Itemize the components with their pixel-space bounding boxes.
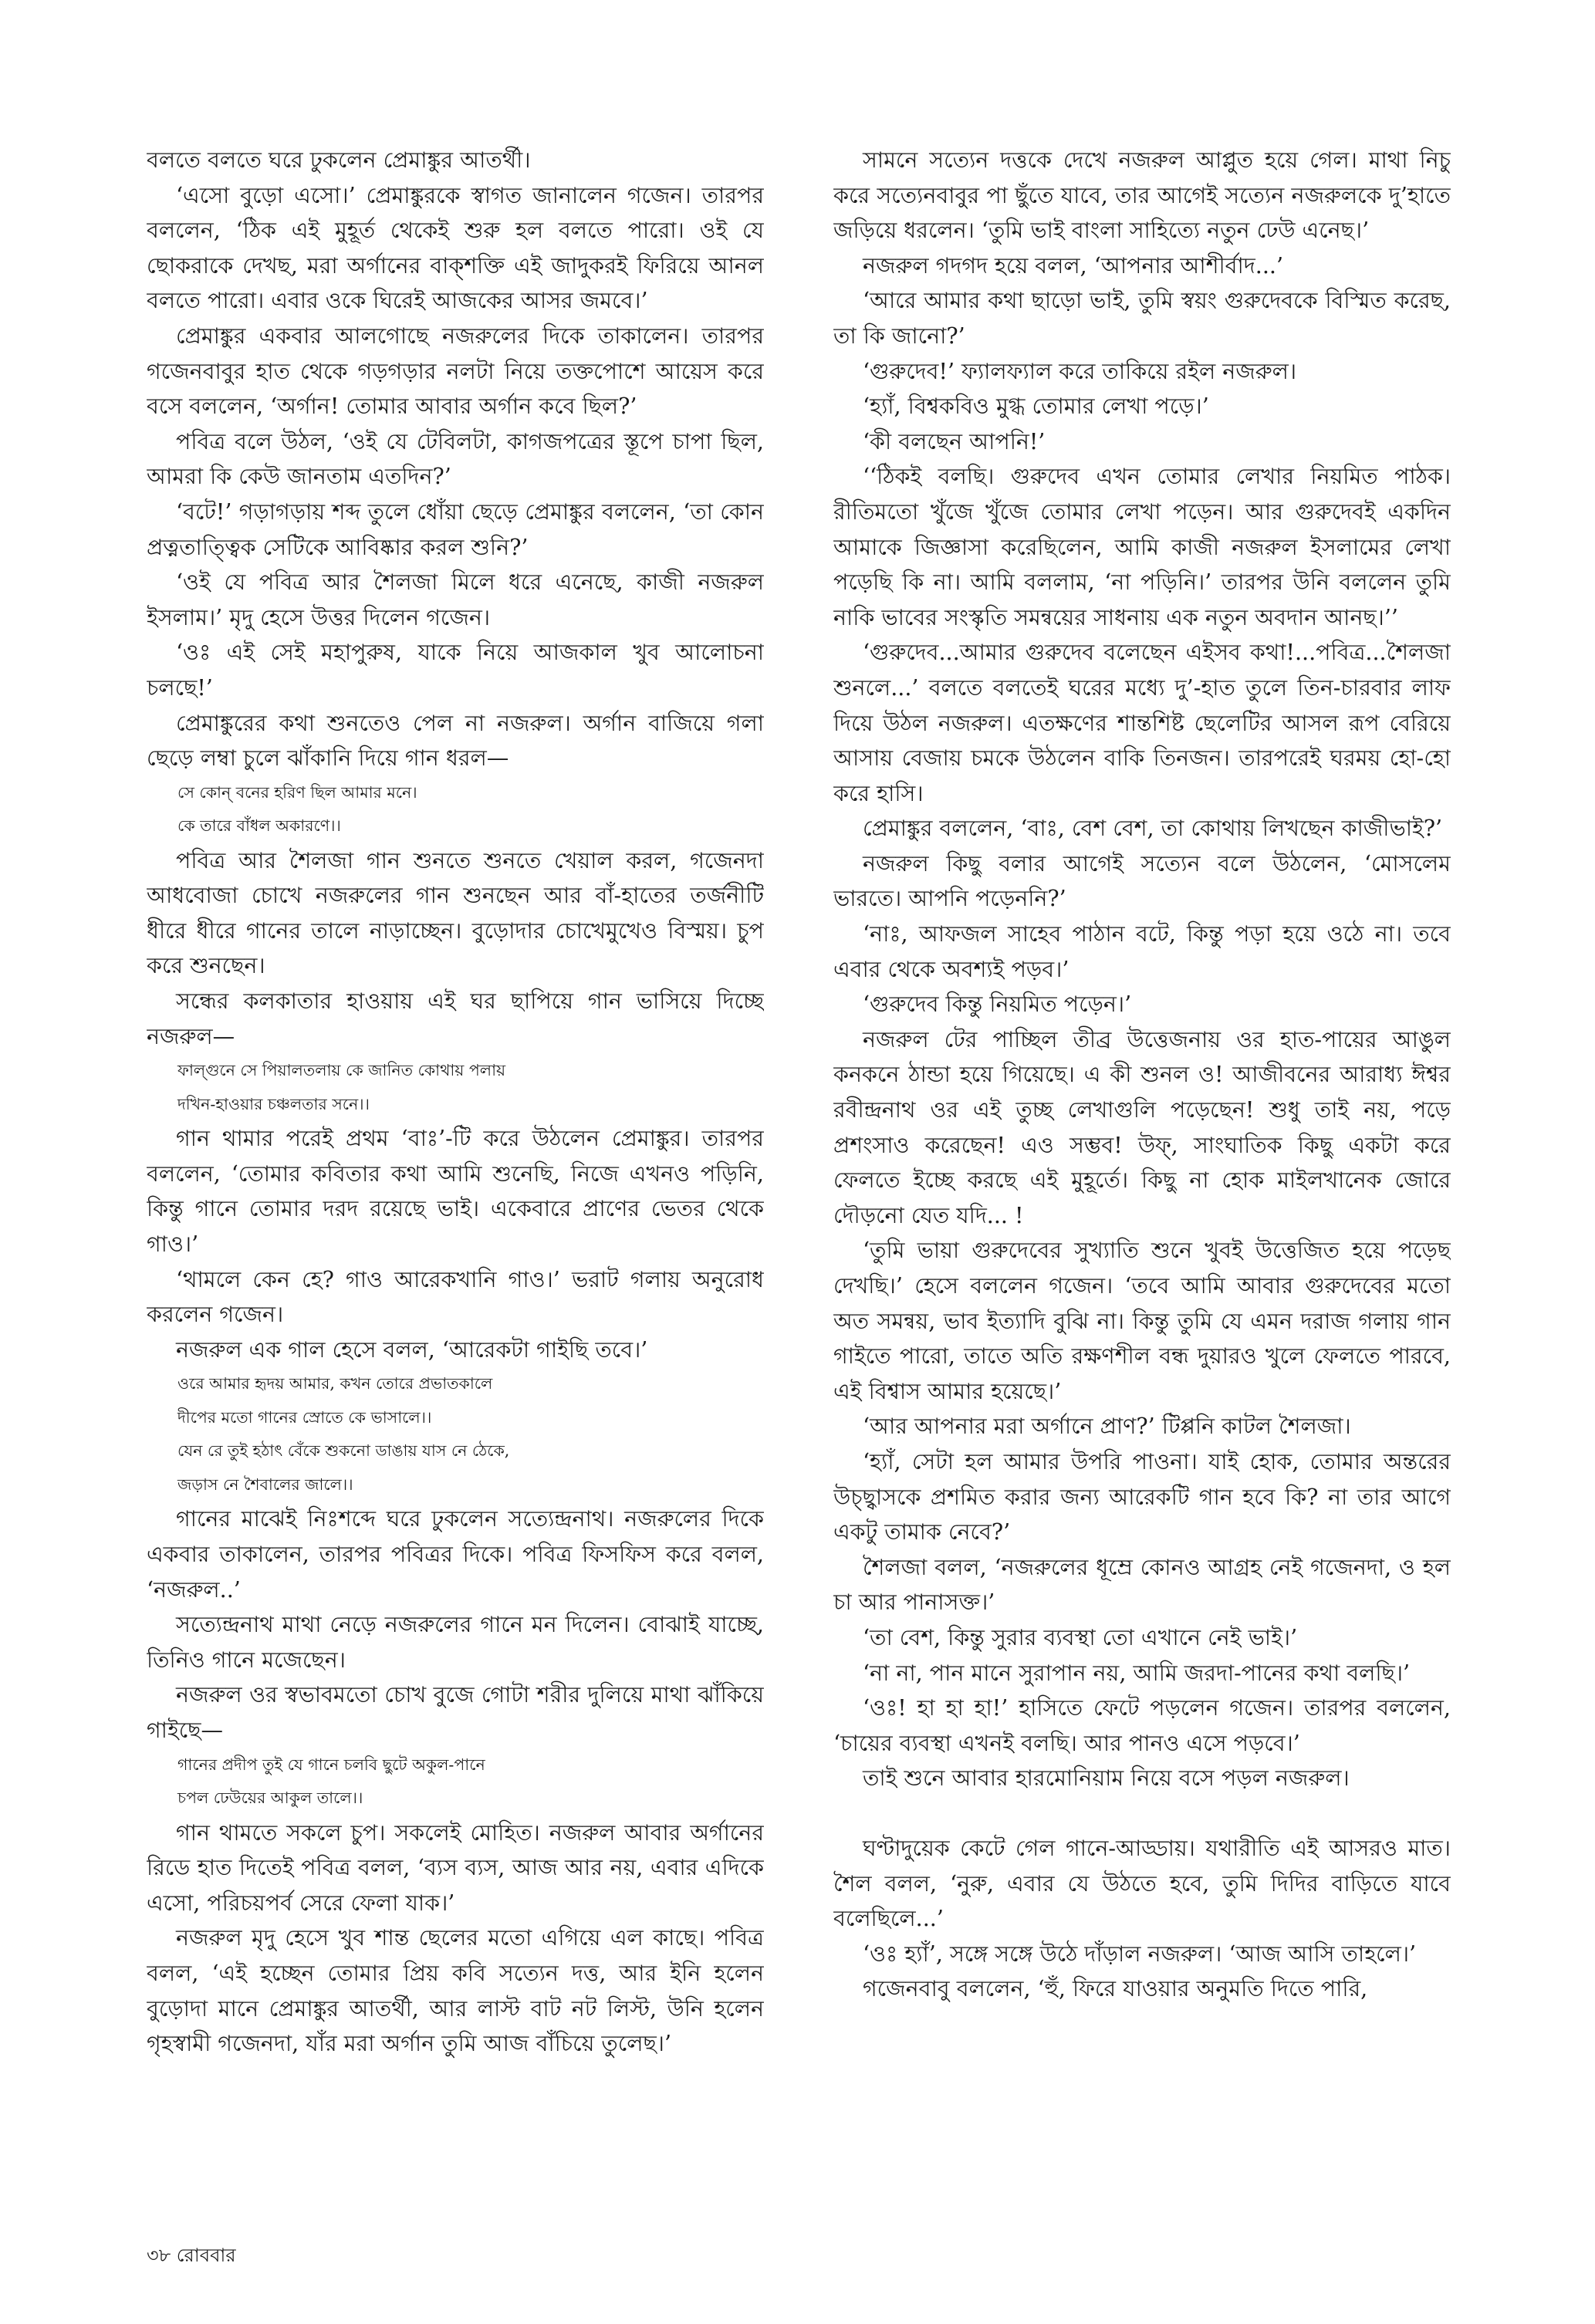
paragraph: ‘কী বলছেন আপনি!’ [863, 428, 1046, 454]
paragraph: নজরুল এক গাল হেসে বলল, ‘আরেকটা গাইছি তবে।’ [176, 1336, 648, 1363]
paragraph: ‘ওই যে পবিত্র আর শৈলজা মিলে ধরে এনেছে, কাজী নজরুল ইসলাম।’ মৃদু হেসে উত্তর দিলেন গজেন। [147, 569, 764, 630]
paragraph: প্রেমাঙ্কুর একবার আলগোছে নজরুলের দিকে তাকালেন। তারপর গজেনবাবুর হাত থেকে গড়গড়ার নলটা নিয়ে তক্তপোশে আয়েস করে বসে বললেন, ‘অর্গান! তোমার আবার অর্গান কবে ছিল?’ [147, 323, 764, 420]
paragraph: ‘গুরুদেব!’ ফ্যালফ্যাল করে তাকিয়ে রইল নজরুল। [863, 358, 1297, 384]
paragraph: প্রেমাঙ্কুরের কথা শুনতেও পেল না নজরুল। অর্গান বাজিয়ে গলা ছেড়ে লম্বা চুলে ঝাঁকানি দিয়ে গান ধরল— [147, 710, 764, 772]
paragraph: নজরুল মৃদু হেসে খুব শান্ত ছেলের মতো এগিয়ে এল কাছে। পবিত্র বলল, ‘এই হচ্ছেন তোমার প্রিয় কবি সত্যেন দত্ত, আর ইনি হলেন বুড়োদা মানে প্রেমাঙ্কুর আতর্থী, আর লাস্ট বাট নট লিস্ট, উনি হলেন গৃহস্বামী গজেনদা, যাঁর মরা অর্গান তুমি আজ বাঁচিয়ে তুলেছ।’ [147, 1925, 764, 2057]
paragraph: পবিত্র বলে উঠল, ‘ওই যে টেবিলটা, কাগজপত্রের স্তূপে চাপা ছিল, আমরা কি কেউ জানতাম এতদিন?’ [147, 428, 764, 490]
verse-line: দখিন-হাওয়ার চঞ্চলতার সনে।। [177, 1094, 370, 1113]
paragraph: ‘‘ঠিকই বলছি। গুরুদেব এখন তোমার লেখার নিয়মিত পাঠক। রীতিমতো খুঁজে খুঁজে তোমার লেখা পড়েন। আর গুরুদেবই একদিন আমাকে জিজ্ঞাসা করেছিলেন, আমি কাজী নজরুল ইসলামের লেখা পড়েছি কি না। আমি বললাম, ‘না পড়িনি।’ তারপর উনি বললেন তুমি নাকি ভাবের সংস্কৃতি সমন্বয়ের সাধনায় এক নতুন অবদান আনছ।’’ [833, 464, 1451, 630]
paragraph: ‘গুরুদেব...আমার গুরুদেব বলেছেন এইসব কথা!...পবিত্র...শৈলজা শুনলে...’ বলতে বলতেই ঘরের মধ্যে দু’-হাত তুলে তিন-চারবার লাফ দিয়ে উঠল নজরুল। এতক্ষণের শান্তশিষ্ট ছেলেটির আসল রূপ বেরিয়ে আসায় বেজায় চমকে উঠলেন বাকি তিনজন। তারপরেই ঘরময় হো-হো করে হাসি। [833, 640, 1451, 806]
paragraph: ‘তুমি ভায়া গুরুদেবের সুখ্যাতি শুনে খুবই উত্তেজিত হয়ে পড়েছ দেখছি।’ হেসে বললেন গজেন। ‘তবে আমি আবার গুরুদেবের মতো অত সমন্বয়, ভাব ইত্যাদি বুঝি না। কিন্তু তুমি যে এমন দরাজ গলায় গান গাইতে পারো, তাতে অতি রক্ষণশীল বন্ধ দুয়ারও খুলে ফেলতে পারবে, এই বিশ্বাস আমার হয়েছে।’ [833, 1238, 1451, 1404]
verse-line: দীপের মতো গানের স্রোতে কে ভাসালে।। [177, 1407, 432, 1427]
left-column [147, 143, 764, 2164]
paragraph: ‘না না, পান মানে সুরাপান নয়, আমি জরদা-পানের কথা বলছি।’ [863, 1660, 1411, 1686]
paragraph: নজরুল টের পাচ্ছিল তীব্র উত্তেজনায় ওর হাত-পায়ের আঙুল কনকনে ঠান্ডা হয়ে গিয়েছে। এ কী শুনল ও! আজীবনের আরাধ্য ঈশ্বর রবীন্দ্রনাথ ওর এই তুচ্ছ লেখাগুলি পড়েছেন! শুধু তাই নয়, পড়ে প্রশংসাও করেছেন! এও সম্ভব! উফ্‌, সাংঘাতিক কিছু একটা করে ফেলতে ইচ্ছে করছে এই মুহূর্তে। কিছু না হোক মাইলখানেক জোরে দৌড়নো যেত যদি... ! [833, 1026, 1451, 1228]
paragraph: গানের মাঝেই নিঃশব্দে ঘরে ঢুকলেন সত্যেন্দ্রনাথ। নজরুলের দিকে একবার তাকালেন, তারপর পবিত্রর দিকে। পবিত্র ফিসফিস করে বলল, ‘নজরুল..’ [147, 1506, 764, 1603]
verse-line: কে তারে বাঁধল অকারণে।। [177, 816, 341, 836]
paragraph: ‘গুরুদেব কিন্তু নিয়মিত পড়েন।’ [863, 991, 1132, 1018]
paragraph: সামনে সত্যেন দত্তকে দেখে নজরুল আপ্লুত হয়ে গেল। মাথা নিচু করে সত্যেনবাবুর পা ছুঁতে যাবে, তার আগেই সত্যেন নজরুলকে দু’হাতে জড়িয়ে ধরলেন। ‘তুমি ভাই বাংলা সাহিত্যে নতুন ঢেউ এনেছ।’ [833, 147, 1451, 244]
page-folio: ৩৮ রোববার [147, 2245, 236, 2266]
paragraph: ‘আর আপনার মরা অর্গানে প্রাণ?’ টিপ্পনি কাটল শৈলজা। [863, 1414, 1351, 1440]
paragraph: সত্যেন্দ্রনাথ মাথা নেড়ে নজরুলের গানে মন দিলেন। বোঝাই যাচ্ছে, তিনিও গানে মজেছেন। [147, 1612, 764, 1673]
paragraph: ঘণ্টাদুয়েক কেটে গেল গানে-আড্ডায়। যথারীতি এই আসরও মাত। শৈল বলল, ‘নুরু, এবার যে উঠতে হবে, তুমি দিদির বাড়িতে যাবে বলেছিলে...’ [833, 1835, 1451, 1932]
paragraph: ‘ওঃ হ্যাঁ’, সঙ্গে সঙ্গে উঠে দাঁড়াল নজরুল। ‘আজ আসি তাহলে।’ [863, 1941, 1417, 1967]
paragraph: গান থামতে সকলে চুপ। সকলেই মোহিত। নজরুল আবার অর্গানের রিডে হাত দিতেই পবিত্র বলল, ‘ব্যস ব্যস, আজ আর নয়, এবার এদিকে এসো, পরিচয়পর্ব সেরে ফেলা যাক।’ [147, 1819, 764, 1916]
paragraph: নজরুল কিছু বলার আগেই সত্যেন বলে উঠলেন, ‘মোসলেম ভারতে। আপনি পড়েননি?’ [833, 850, 1451, 912]
article-body [147, 143, 1451, 2164]
paragraph: ‘থামলে কেন হে? গাও আরেকখানি গাও।’ ভরাট গলায় অনুরোধ করলেন গজেন। [147, 1266, 764, 1328]
paragraph: ‘বটে!’ গড়াগড়ায় শব্দ তুলে ধোঁয়া ছেড়ে প্রেমাঙ্কুর বললেন, ‘তা কোন প্রত্নতাত্ত্বিক সেটিকে আবিষ্কার করল শুনি?’ [147, 498, 764, 560]
paragraph: পবিত্র আর শৈলজা গান শুনতে শুনতে খেয়াল করল, গজেনদা আধবোজা চোখে নজরুলের গান শুনছেন আর বাঁ-হাতের তর্জনীটি ধীরে ধীরে গানের তালে নাড়াচ্ছেন। বুড়োদার চোখেমুখেও বিস্ময়। চুপ করে শুনছেন। [147, 847, 764, 979]
paragraph: ‘ওঃ এই সেই মহাপুরুষ, যাকে নিয়ে আজকাল খুব আলোচনা চলছে!’ [147, 640, 764, 701]
paragraph: নজরুল গদগদ হয়ে বলল, ‘আপনার আশীর্বাদ...’ [863, 252, 1284, 279]
verse-line: ওরে আমার হৃদয় আমার, কখন তোরে প্রভাতকালে [177, 1374, 493, 1393]
paragraph: প্রেমাঙ্কুর বললেন, ‘বাঃ, বেশ বেশ, তা কোথায় লিখছেন কাজীভাই?’ [863, 816, 1443, 842]
paragraph: ‘তা বেশ, কিন্তু সুরার ব্যবস্থা তো এখানে নেই ভাই।’ [863, 1624, 1298, 1650]
verse-line: ফাল্গুনে সে পিয়ালতলায় কে জানিত কোথায় পলায় [177, 1061, 506, 1080]
paragraph: বলতে বলতে ঘরে ঢুকলেন প্রেমাঙ্কুর আতর্থী। [147, 147, 531, 173]
paragraph: ‘হ্যাঁ, বিশ্বকবিও মুগ্ধ তোমার লেখা পড়ে।’ [863, 394, 1209, 420]
verse-line: সে কোন্‌ বনের হরিণ ছিল আমার মনে। [177, 782, 417, 802]
paragraph: গান থামার পরেই প্রথম ‘বাঃ’-টি করে উঠলেন প্রেমাঙ্কুর। তারপর বললেন, ‘তোমার কবিতার কথা আমি শুনেছি, নিজে এখনও পড়িনি, কিন্তু গানে তোমার দরদ রয়েছে ভাই। একেবারে প্রাণের ভেতর থেকে গাও।’ [147, 1126, 764, 1258]
paragraph: ‘হ্যাঁ, সেটা হল আমার উপরি পাওনা। যাই হোক, তোমার অন্তরের উচ্ছ্বাসকে প্রশমিত করার জন্য আরেকটি গান হবে কি? না তার আগে একটু তামাক নেবে?’ [833, 1448, 1451, 1545]
paragraph: ‘আরে আমার কথা ছাড়ো ভাই, তুমি স্বয়ং গুরুদেবকে বিস্মিত করেছ, তা কি জানো?’ [833, 288, 1451, 349]
paragraph: ‘এসো বুড়ো এসো।’ প্রেমাঙ্কুরকে স্বাগত জানালেন গজেন। তারপর বললেন, ‘ঠিক এই মুহূর্ত থেকেই শুরু হল বলতে পারো। ওই যে ছোকরাকে দেখছ, মরা অর্গানের বাক্‌শক্তি এই জাদুকরই ফিরিয়ে আনল বলতে পারো। এবার ওকে ঘিরেই আজকের আসর জমবে।’ [147, 182, 764, 314]
paragraph: সন্ধের কলকাতার হাওয়ায় এই ঘর ছাপিয়ে গান ভাসিয়ে দিচ্ছে নজরুল— [147, 988, 764, 1049]
paragraph: নজরুল ওর স্বভাবমতো চোখ বুজে গোটা শরীর দুলিয়ে মাথা ঝাঁকিয়ে গাইছে— [147, 1682, 764, 1743]
paragraph: ‘নাঃ, আফজল সাহেব পাঠান বটে, কিন্তু পড়া হয়ে ওঠে না। তবে এবার থেকে অবশ্যই পড়ব।’ [833, 921, 1451, 982]
verse-line: গানের প্রদীপ তুই যে গানে চলবি ছুটে অকুল-পানে [177, 1755, 485, 1774]
verse-line: চপল ঢেউয়ের আকুল তালে।। [177, 1789, 363, 1808]
paragraph: ‘ওঃ! হা হা হা!’ হাসিতে ফেটে পড়লেন গজেন। তারপর বললেন, ‘চায়ের ব্যবস্থা এখনই বলছি। আর পানও এসে পড়বে।’ [833, 1695, 1451, 1756]
verse-line: জড়াস নে শৈবালের জালে।। [177, 1474, 353, 1494]
paragraph: তাই শুনে আবার হারমোনিয়াম নিয়ে বসে পড়ল নজরুল। [863, 1765, 1350, 1792]
paragraph: গজেনবাবু বললেন, ‘হুঁ, ফিরে যাওয়ার অনুমতি দিতে পারি, [863, 1976, 1368, 2002]
paragraph: শৈলজা বলল, ‘নজরুলের ধূম্রে কোনও আগ্রহ নেই গজেনদা, ও হল চা আর পানাসক্ত।’ [833, 1554, 1451, 1616]
verse-line: যেন রে তুই হঠাৎ বেঁকে শুকনো ডাঙায় যাস নে ঠেকে, [177, 1441, 510, 1461]
right-column [833, 143, 1451, 2164]
